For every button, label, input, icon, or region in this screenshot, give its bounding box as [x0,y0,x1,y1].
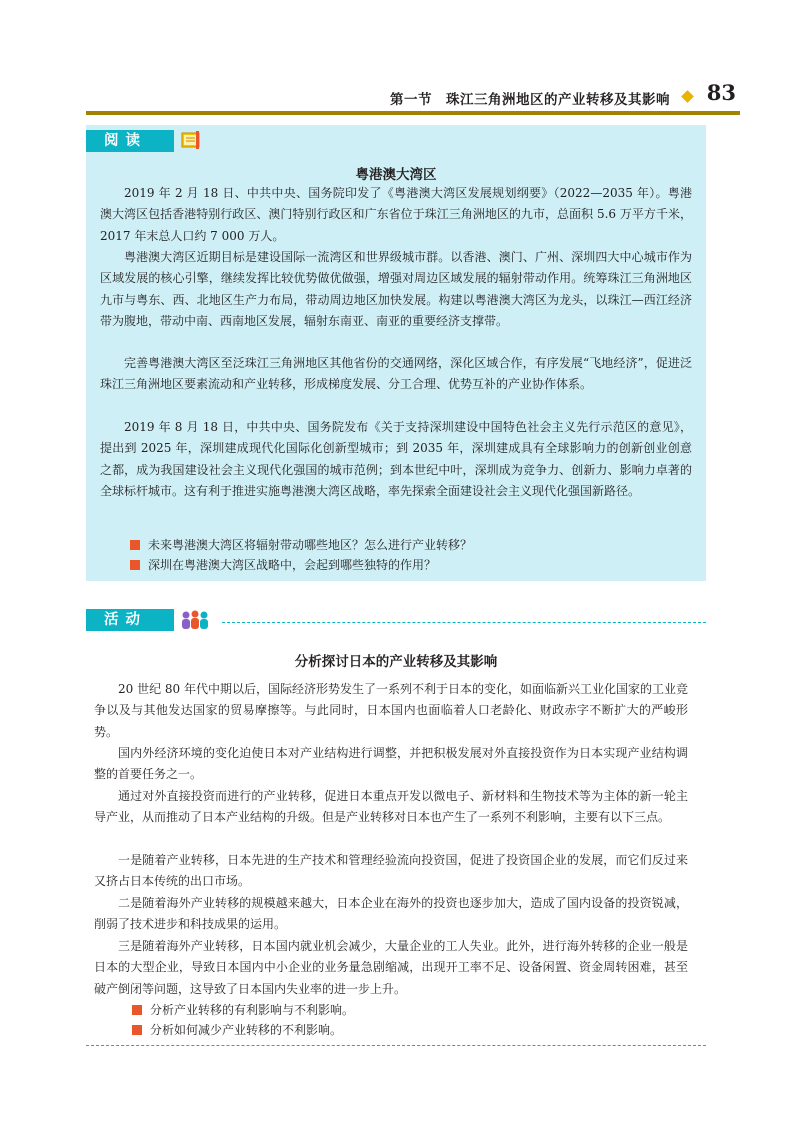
reading-paragraph: 2019 年 2 月 18 日、中共中央、国务院印发了《粤港澳大湾区发展规划纲要》（2022—2035 年）。粤港澳大湾区包括香港特别行政区、澳门特别行政区和广东省位于珠江三角洲地区的九市，总面积 5.6 万平方千米，2017 年末总人口约 7 000 万人。 [100,186,692,243]
reading-title: 粤港澳大湾区 [355,167,437,183]
activity-question: 分析产业转移的有利影响与不利影响。 [132,1000,354,1020]
square-bullet-icon [130,560,140,570]
reading-paragraph: 粤港澳大湾区近期目标是建设国际一流湾区和世界级城市群。以香港、澳门、广州、深圳四大中心城市作为区域发展的核心引擎，继续发挥比较优势做优做强，增强对周边区域发展的辐射带动作用。统筹珠江三角洲地区九市与粤东、西、北地区生产力布局，带动周边地区加快发展。构建以粤港澳大湾区为龙头，以珠江—西江经济带为腹地，带动中南、西南地区发展，辐射东南亚、南亚的重要经济支撑带。 [100,250,692,328]
reading-paragraph: 完善粤港澳大湾区至泛珠江三角洲地区其他省份的交通网络，深化区域合作，有序发展“飞地经济”，促进泛珠江三角洲地区要素流动和产业转移，形成梯度发展、分工合理、优势互补的产业协作体系。 [100,356,692,392]
page-number: 83 [706,80,736,105]
people-group-icon [180,609,210,631]
diamond-icon [681,90,694,103]
reading-tag: 阅读 [86,130,174,152]
bottom-divider [86,1045,706,1046]
chapter-section-title: 第一节 珠江三角洲地区的产业转移及其影响 [390,92,670,108]
header-rule [86,111,740,115]
square-bullet-icon [132,1025,142,1035]
square-bullet-icon [132,1005,142,1015]
page-header [86,82,736,110]
activity-paragraph: 二是随着海外产业转移的规模越来越大，日本企业在海外的投资也逐步加大，造成了国内设备的投资锐减，削弱了技术进步和科技成果的运用。 [94,896,688,932]
activity-tag: 活动 [86,609,174,631]
reading-paragraph: 2019 年 8 月 18 日，中共中央、国务院发布《关于支持深圳建设中国特色社会主义先行示范区的意见》，提出到 2025 年，深圳建成现代化国际化创新型城市；到 2035 年，深圳建成具有全球影响力的创新创业创意之都，成为我国建设社会主义现代化强国的城市范例；到本世纪中叶，深圳成为竞争力、创新力、影响力卓著的全球标杆城市。这有利于推进实施粤港澳大湾区战略，率先探索全面建设社会主义现代化强国新路径。 [100,420,692,498]
activity-paragraph: 国内外经济环境的变化迫使日本对产业结构进行调整，并把积极发展对外直接投资作为日本实现产业结构调整的首要任务之一。 [94,746,688,782]
reading-question: 未来粤港澳大湾区将辐射带动哪些地区？怎么进行产业转移？ [130,535,472,555]
activity-question: 分析如何减少产业转移的不利影响。 [132,1020,342,1040]
reading-question: 深圳在粤港澳大湾区战略中，会起到哪些独特的作用？ [130,555,436,575]
reading-box [86,125,706,581]
activity-divider [222,622,706,623]
book-icon [180,130,202,150]
activity-paragraph: 20 世纪 80 年代中期以后，国际经济形势发生了一系列不利于日本的变化，如面临新兴工业化国家的工业竞争以及与其他发达国家的贸易摩擦等。与此同时，日本国内也面临着人口老龄化、财政赤字不断扩大的严峻形势。 [94,682,688,739]
activity-paragraph: 一是随着产业转移，日本先进的生产技术和管理经验流向投资国，促进了投资国企业的发展，而它们反过来又挤占日本传统的出口市场。 [94,853,688,889]
activity-paragraph: 通过对外直接投资而进行的产业转移，促进日本重点开发以微电子、新材料和生物技术等为主体的新一轮主导产业，从而推动了日本产业结构的升级。但是产业转移对日本也产生了一系列不利影响，主要有以下三点。 [94,789,688,825]
activity-paragraph: 三是随着海外产业转移，日本国内就业机会减少，大量企业的工人失业。此外，进行海外转移的企业一般是日本的大型企业，导致日本国内中小企业的业务量急剧缩减，出现开工率不足、设备闲置、资金周转困难，甚至破产倒闭等问题，这导致了日本国内失业率的进一步上升。 [94,939,688,996]
square-bullet-icon [130,540,140,550]
activity-title: 分析探讨日本的产业转移及其影响 [294,654,498,670]
